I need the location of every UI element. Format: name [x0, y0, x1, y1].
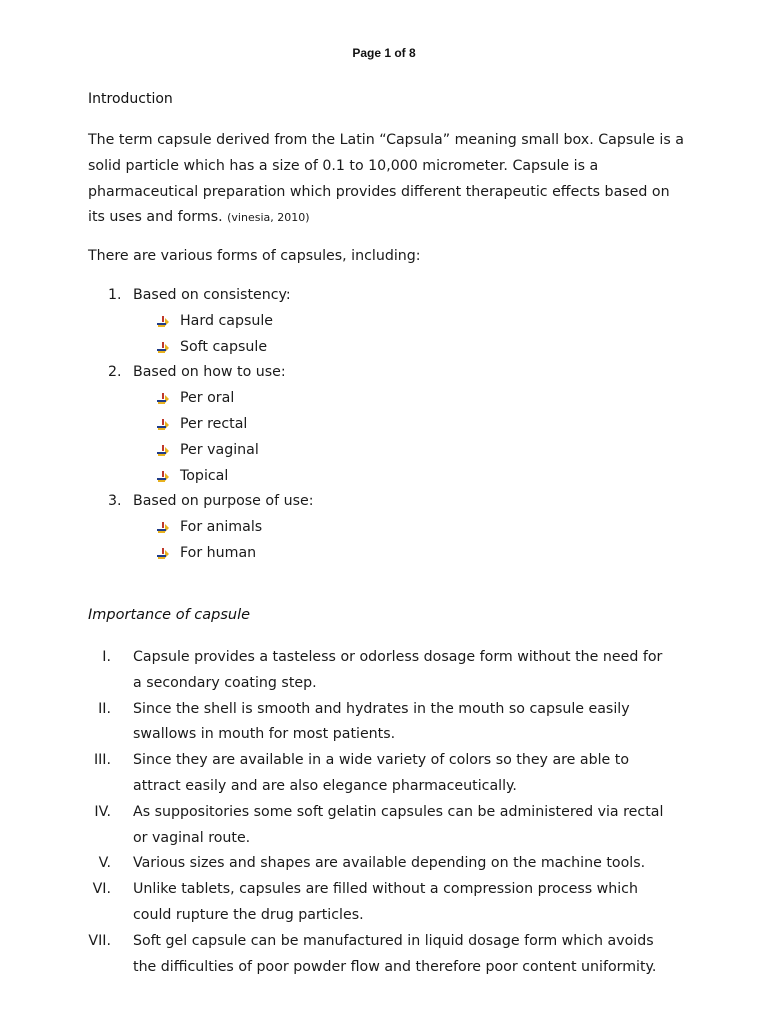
importance-item [0, 877, 768, 929]
form-label: Based on purpose of use: [133, 493, 314, 510]
importance-item [0, 697, 768, 749]
form-number: 1. [108, 287, 122, 303]
roman-numeral: III. [93, 752, 111, 769]
form-subitem-label: For animals [180, 519, 263, 536]
arrow-bullet-icon [157, 548, 169, 560]
importance-heading: Importance of capsule [88, 607, 251, 623]
importance-item [0, 645, 768, 697]
intro-heading: Introduction [88, 91, 173, 107]
form-subitem [0, 464, 768, 490]
importance-text: Various sizes and shapes are available depending on the machine tools. [133, 855, 646, 872]
form-subitem [0, 438, 768, 464]
form-subitem [0, 412, 768, 438]
form-subitem [0, 541, 768, 567]
importance-text: As suppositories some soft gelatin capsules can be administered via rectal or vaginal route. [133, 803, 664, 846]
arrow-bullet-icon [157, 471, 169, 483]
forms-list [0, 283, 768, 567]
citation: (vinesia, 2010) [227, 211, 310, 225]
form-number: 2. [108, 364, 122, 381]
importance-text: Capsule provides a tasteless or odorless dosage form without the need for a secondary coating step. [133, 649, 663, 691]
importance-text: Since they are available in a wide variety of colors so they are able to attract easily and are also elegance pharmaceutically. [133, 752, 630, 794]
arrow-bullet-icon [157, 393, 169, 405]
form-subitem-label: Soft capsule [180, 338, 268, 355]
importance-item [0, 800, 768, 852]
importance-item [0, 929, 768, 981]
roman-numeral: VII. [88, 932, 111, 949]
intro-text: The term capsule derived from the Latin “Capsula” meaning small box. Capsule is a solid particle which has a size of 0.1 to 10,000 micrometer. Capsule is a pharmaceutical preparation which provides different therapeutic effects based on its uses and forms. [88, 132, 684, 226]
arrow-bullet-icon [157, 342, 169, 354]
form-subitem-label: Per rectal [180, 415, 248, 432]
roman-numeral: I. [102, 649, 111, 665]
importance-text: Soft gel capsule can be manufactured in liquid dosage form which avoids the difficulties of poor powder flow and therefore poor content uniformity. [133, 932, 657, 975]
form-subitem [0, 309, 768, 335]
arrow-bullet-icon [157, 445, 169, 457]
roman-numeral: IV. [94, 803, 111, 820]
form-subitem [0, 335, 768, 361]
arrow-bullet-icon [157, 522, 169, 534]
form-number: 3. [108, 493, 122, 510]
form-category [0, 360, 768, 386]
importance-list [0, 645, 768, 980]
arrow-bullet-icon [157, 316, 169, 328]
arrow-bullet-icon [157, 419, 169, 431]
form-subitem-label: Hard capsule [180, 312, 274, 329]
intro-paragraph [88, 128, 688, 231]
form-label: Based on how to use: [133, 364, 286, 381]
importance-text: Since the shell is smooth and hydrates in the mouth so capsule easily swallows in mouth for most patients. [133, 700, 630, 743]
form-subitem-label: Per oral [180, 390, 235, 407]
form-category [0, 489, 768, 515]
form-label: Based on consistency: [133, 287, 291, 303]
page-number: Page 1 of 8 [352, 46, 416, 60]
form-category [0, 283, 768, 309]
form-subitem-label: Per vaginal [180, 441, 259, 458]
forms-intro: There are various forms of capsules, including: [88, 248, 421, 264]
roman-numeral: II. [98, 700, 111, 717]
form-subitem [0, 386, 768, 412]
form-subitem [0, 515, 768, 541]
form-subitem-label: For human [180, 544, 257, 561]
roman-numeral: V. [98, 855, 111, 872]
roman-numeral: VI. [92, 881, 111, 898]
form-subitem-label: Topical [180, 467, 229, 484]
importance-item [0, 851, 768, 877]
importance-text: Unlike tablets, capsules are filled without a compression process which could rupture the drug particles. [133, 881, 638, 923]
importance-item [0, 748, 768, 800]
